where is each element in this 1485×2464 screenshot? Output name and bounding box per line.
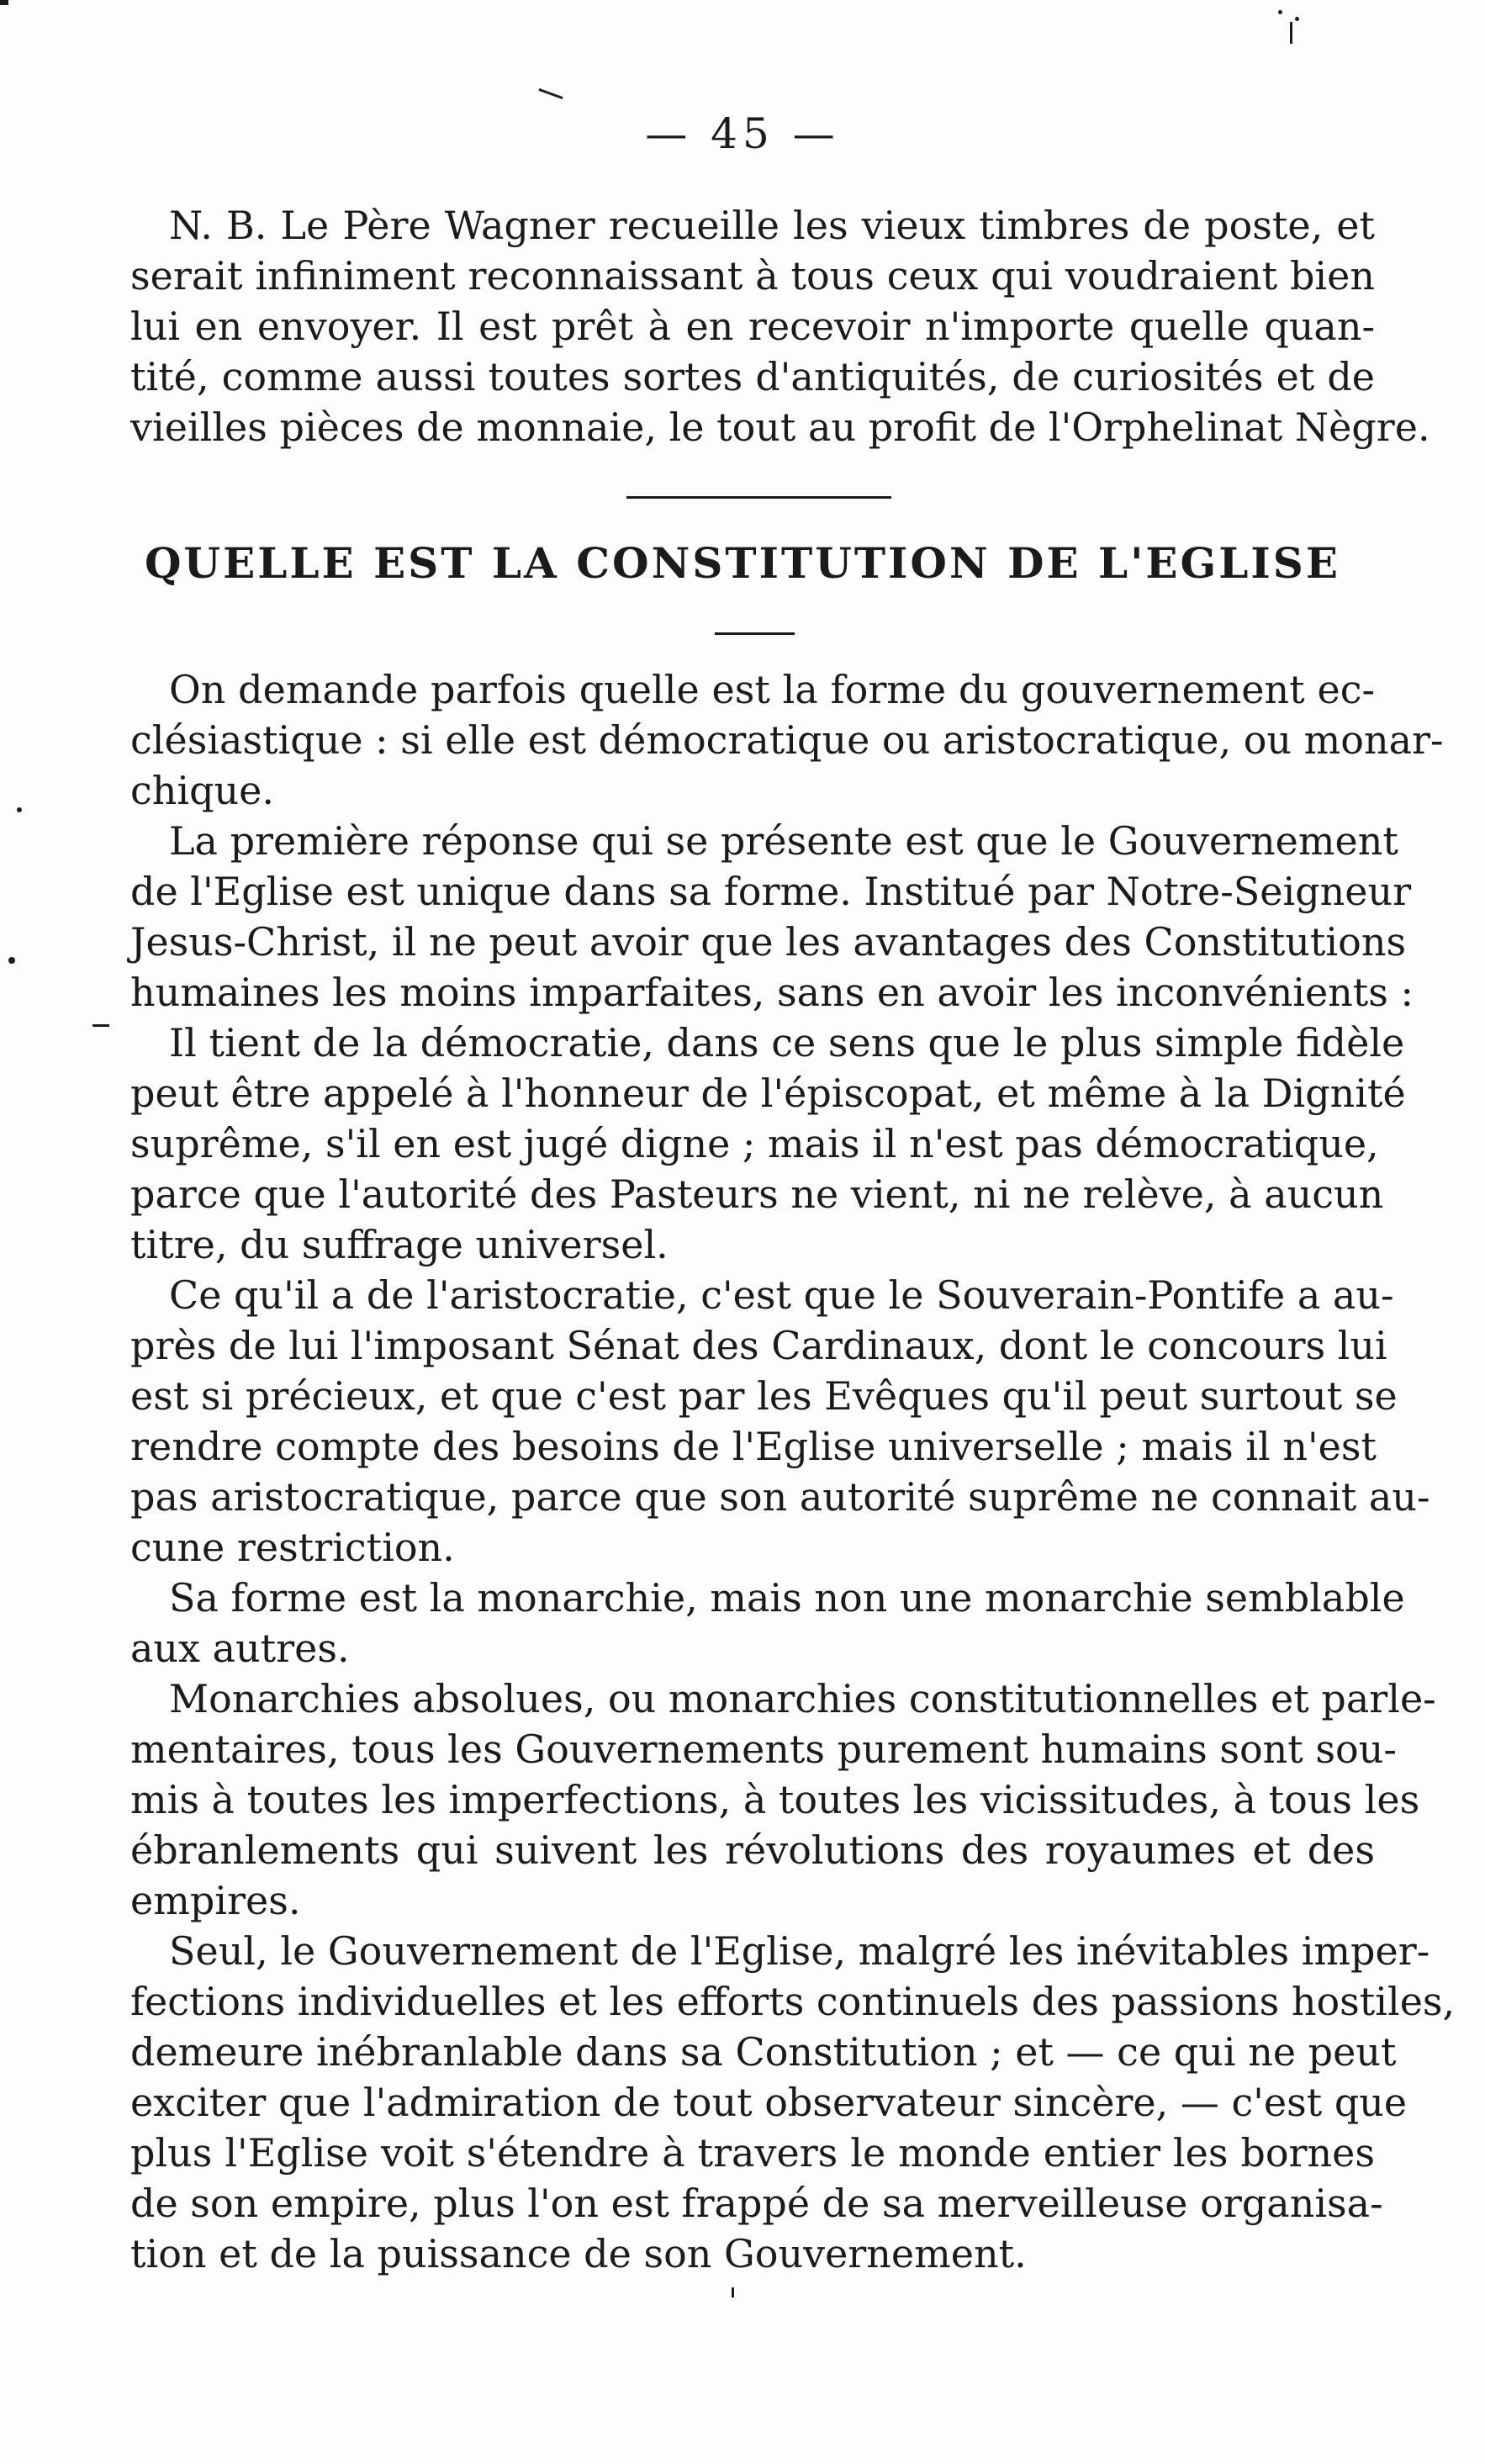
text-line: titre, du suffrage universel. [130, 1222, 669, 1267]
text-line: humaines les moins imparfaites, sans en avoir les inconvénients : [130, 970, 1414, 1015]
text-line: aux autres. [130, 1626, 350, 1671]
scan-speck [1278, 10, 1282, 14]
text-line: Ce qu'il a de l'aristocratie, c'est que le Souverain-Pontife a au- [169, 1272, 1394, 1318]
text-line: parce que l'autorité des Pasteurs ne vient, ni ne relève, à aucun [130, 1171, 1384, 1217]
scan-speck [538, 88, 563, 99]
text-line: pas aristocratique, parce que son autorité suprême ne connait au- [130, 1474, 1430, 1520]
text-line: demeure inébranlable dans sa Constitution ; et — ce qui ne peut [130, 2029, 1397, 2075]
text-line: mis à toutes les imperfections, à toutes les vicissitudes, à tous les [130, 1777, 1420, 1822]
text-line: La première réponse qui se présente est que le Gouvernement [169, 818, 1398, 864]
scan-speck [8, 957, 15, 964]
text-line: tité, comme aussi toutes sortes d'antiquités, de curiosités et de [130, 354, 1375, 399]
scan-speck [732, 2287, 734, 2297]
text-line: exciter que l'admiration de tout observateur sincère, — c'est que [130, 2080, 1408, 2125]
text-line: mentaires, tous les Gouvernements purement humains sont sou- [130, 1726, 1397, 1772]
scan-speck [1295, 17, 1299, 21]
text-line: N. B. Le Père Wagner recueille les vieux timbres de poste, et [169, 203, 1375, 248]
text-line: peut être appelé à l'honneur de l'épiscopat, et même à la Dignité [130, 1071, 1406, 1116]
note-paragraph [130, 200, 1430, 452]
text-line: On demande parfois quelle est la forme du gouvernement ec- [169, 667, 1375, 712]
section-heading: QUELLE EST LA CONSTITUTION DE L'EGLISE [144, 538, 1341, 588]
text-line: Seul, le Gouvernement de l'Eglise, malgré les inévitables imper- [169, 1928, 1430, 1974]
text-line: empires. [130, 1878, 301, 1923]
scan-speck [92, 1024, 109, 1027]
text-line: rendre compte des besoins de l'Eglise universelle ; mais il n'est [130, 1424, 1377, 1469]
text-line: plus l'Eglise voit s'étendre à travers le monde entier les bornes [130, 2130, 1375, 2176]
scan-speck [0, 0, 8, 5]
heading-underline [715, 632, 795, 635]
section-divider [626, 496, 891, 499]
text-line: Sa forme est la monarchie, mais non une monarchie semblable [169, 1575, 1405, 1621]
text-line: de l'Eglise est unique dans sa forme. Institué par Notre-Seigneur [130, 869, 1412, 914]
text-line: cune restriction. [130, 1525, 455, 1570]
text-line: Il tient de la démocratie, dans ce sens que le plus simple fidèle [169, 1020, 1405, 1065]
text-line: Monarchies absolues, ou monarchies constitutionnelles et parle- [169, 1676, 1436, 1721]
text-line: près de lui l'imposant Sénat des Cardinaux, dont le concours lui [130, 1323, 1387, 1368]
body-text [130, 664, 1456, 2279]
text-line: ébranlements qui suivent les révolutions des royaumes et des [130, 1827, 1375, 1873]
page-number: — 45 — [645, 109, 840, 158]
text-line: fections individuelles et les efforts continuels des passions hostiles, [130, 1979, 1456, 2024]
text-line: Jesus-Christ, il ne peut avoir que les avantages des Constitutions [130, 919, 1407, 965]
text-line: suprême, s'il en est jugé digne ; mais il n'est pas démocratique, [130, 1121, 1379, 1166]
text-line: est si précieux, et que c'est par les Evêques qu'il peut surtout se [130, 1373, 1398, 1419]
scan-speck [17, 807, 22, 812]
text-line: lui en envoyer. Il est prêt à en recevoir n'importe quelle quan- [130, 304, 1375, 349]
text-line: serait infiniment reconnaissant à tous ceux qui voudraient bien [130, 253, 1375, 299]
text-line: de son empire, plus l'on est frappé de sa merveilleuse organisa- [130, 2181, 1383, 2226]
scan-speck [1290, 22, 1292, 44]
text-line: vieilles pièces de monnaie, le tout au profit de l'Orphelinat Nègre. [130, 404, 1430, 450]
text-line: clésiastique : si elle est démocratique ou aristocratique, ou monar- [130, 717, 1444, 763]
text-line: tion et de la puissance de son Gouvernement. [130, 2231, 1027, 2276]
text-line: chique. [130, 768, 275, 813]
